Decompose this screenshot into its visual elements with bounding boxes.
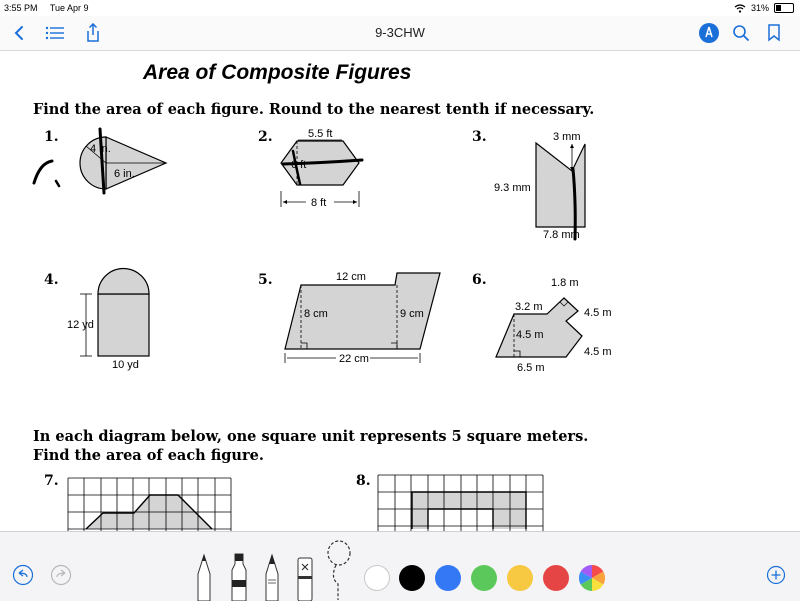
fig1-label-radius: 4 in. — [90, 143, 111, 155]
redo-icon[interactable] — [50, 564, 72, 591]
figure-5 — [285, 271, 440, 365]
problem-3-number: 3. — [472, 129, 487, 145]
eraser-tool[interactable] — [295, 556, 315, 606]
fig4-label-width: 10 yd — [112, 359, 139, 371]
fig5-label-left-height: 8 cm — [304, 308, 328, 320]
undo-icon[interactable] — [12, 564, 34, 591]
bookmark-icon[interactable] — [763, 22, 785, 44]
instruction-grid-1: In each diagram below, one square unit represents 5 square meters. — [33, 428, 589, 445]
document-title: 9-3CHW — [375, 25, 425, 40]
pen-tool[interactable] — [194, 554, 214, 606]
problem-6-number: 6. — [472, 272, 487, 288]
status-date: Tue Apr 9 — [49, 3, 89, 13]
markup-toolbar — [0, 531, 800, 601]
fig3-label-notch: 3 mm — [553, 131, 581, 143]
problem-4-number: 4. — [44, 272, 59, 288]
fig6-label-lower-right: 4.5 m — [584, 346, 612, 358]
battery-icon — [774, 3, 794, 13]
instruction-grid-2: Find the area of each figure. — [33, 447, 264, 464]
fig3-label-width: 7.8 mm — [543, 229, 580, 241]
battery-percent: 31% — [750, 3, 769, 13]
markup-icon[interactable] — [698, 22, 720, 44]
color-green[interactable] — [471, 565, 497, 591]
color-red[interactable] — [543, 565, 569, 591]
figure-8-grid — [378, 475, 543, 531]
page-title: Area of Composite Figures — [143, 61, 412, 84]
fig2-label-height: 6 ft — [291, 159, 307, 171]
document-page — [0, 51, 800, 531]
nav-bar — [0, 16, 800, 51]
figure-7-grid — [68, 478, 231, 531]
figure-6 — [496, 277, 612, 374]
problem-8-number: 8. — [356, 473, 371, 489]
instruction-area: Find the area of each figure. Round to the nearest tenth if necessary. — [33, 101, 595, 118]
fig6-label-base: 6.5 m — [517, 362, 545, 374]
fig6-label-notch: 1.8 m — [551, 277, 579, 289]
fig5-label-base: 22 cm — [339, 353, 369, 365]
search-icon[interactable] — [730, 22, 752, 44]
fig6-label-upper-right: 4.5 m — [584, 307, 612, 319]
marker-tool[interactable] — [228, 552, 250, 606]
add-icon[interactable] — [766, 565, 786, 590]
pencil-tool[interactable] — [262, 554, 282, 606]
fig6-label-top: 3.2 m — [515, 301, 543, 313]
fig2-label-width: 8 ft — [311, 197, 327, 209]
figure-1 — [34, 129, 166, 193]
status-bar — [0, 0, 800, 16]
fig1-label-height: 6 in. — [114, 168, 135, 180]
color-wheel-icon[interactable] — [578, 564, 606, 597]
problem-5-number: 5. — [258, 272, 273, 288]
figures-canvas — [0, 51, 800, 531]
figure-3 — [494, 131, 585, 241]
problem-7-number: 7. — [44, 473, 59, 489]
color-black[interactable] — [399, 565, 425, 591]
fig3-label-height: 9.3 mm — [494, 182, 531, 194]
wifi-icon — [734, 4, 746, 13]
color-yellow[interactable] — [507, 565, 533, 591]
fig5-label-top: 12 cm — [336, 271, 366, 283]
problem-1-number: 1. — [44, 129, 59, 145]
figure-2 — [281, 128, 362, 209]
fig5-label-right-height: 9 cm — [400, 308, 424, 320]
lasso-tool[interactable] — [326, 538, 352, 605]
problem-2-number: 2. — [258, 129, 273, 145]
color-blue[interactable] — [435, 565, 461, 591]
fig2-label-top: 5.5 ft — [308, 128, 333, 140]
fig4-label-height: 12 yd — [67, 319, 94, 331]
fig6-label-height: 4.5 m — [516, 329, 544, 341]
status-time: 3:55 PM — [4, 3, 38, 13]
color-white[interactable] — [364, 565, 390, 591]
figure-4 — [67, 269, 149, 371]
